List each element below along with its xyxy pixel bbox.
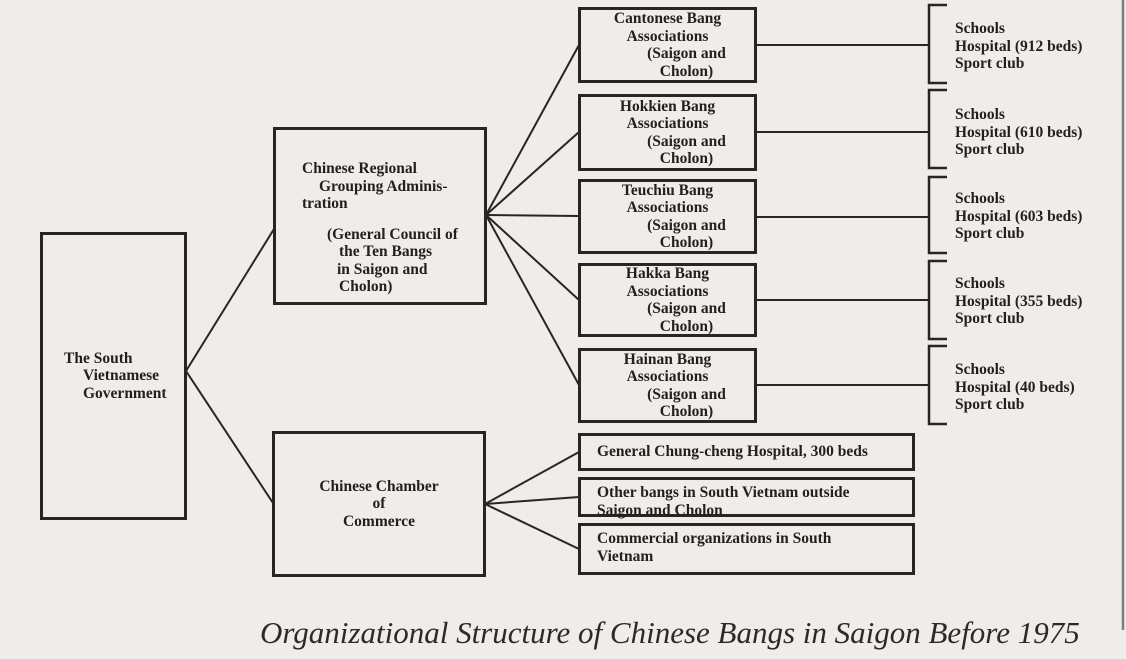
text-line: Commerce [342,512,415,530]
text-line: Other bangs in South Vietnam outside [597,484,850,501]
text-line: Commercial organizations in South [597,530,832,547]
bang-box-hokkien [578,94,757,171]
text-line: (Saigon and [647,132,726,150]
text-line: Cholon) [659,317,714,335]
commercial-organizations-box [578,523,915,575]
line-regional-to-hakka [486,215,579,300]
bang-box-cantonese [578,7,757,83]
text-line: (General Council of [327,225,458,243]
line-gov-to-regional [186,229,274,371]
bracket-icon-hainan [929,346,947,424]
text-line: Hospital (355 beds) [955,292,1083,310]
text-line: Cholon) [659,150,714,167]
text-line: Associations [626,199,709,216]
line-chamber-to-hospital [485,452,579,504]
government-box [40,232,187,520]
chart-caption: Organizational Structure of Chinese Bangs in Saigon Before 1975 [260,615,1080,650]
bang-box-hakka [578,263,757,337]
text-line: Cantonese Bang [613,10,722,27]
text-line: (Saigon and [647,45,726,62]
text-line: Chinese Chamber [319,477,439,495]
text-line: Associations [626,115,709,132]
text-line: tration [302,195,348,212]
text-line: Schools [955,106,1005,123]
text-line: Hospital (610 beds) [955,123,1083,141]
service-list-cantonese [955,20,1126,73]
text-line: Hokkien Bang [619,97,716,115]
text-line: Hakka Bang [625,265,710,282]
text-line: (Saigon and [647,300,726,317]
service-list-teuchiu [955,190,1126,243]
text-line: Saigon and Cholon [597,501,723,519]
text-line: Schools [955,20,1005,37]
bang-box-hainan [578,348,757,423]
chung-cheng-hospital-box [578,433,915,471]
text-line: Teuchiu Bang [621,181,714,199]
text-line: the Ten Bangs [339,243,433,260]
text-line: Sport club [955,225,1025,242]
text-line: Sport club [955,310,1025,327]
line-regional-to-teuchiu [486,215,579,216]
text-line: Government [83,384,167,402]
text-line: General Chung-cheng Hospital, 300 beds [597,443,868,461]
text-line: Associations [626,27,709,45]
text-line: Sport club [955,141,1025,158]
text-line: in Saigon and [337,260,428,278]
bracket-icon-hokkien [929,90,947,168]
text-line: Associations [626,368,709,385]
text-line: Cholon) [659,234,714,251]
service-list-hainan [955,361,1126,414]
line-gov-to-chamber [186,371,273,503]
service-list-hakka [955,275,1126,328]
text-line: Hospital (40 beds) [955,378,1075,396]
text-line: Chinese Regional [302,160,417,177]
bang-box-teuchiu [578,179,757,254]
line-chamber-to-otherbangs [485,497,579,504]
bracket-icon-teuchiu [929,177,947,253]
text-line: Hospital (603 beds) [955,207,1083,225]
text-line: Grouping Adminis- [319,177,448,195]
text-line: Hospital (912 beds) [955,37,1083,55]
chamber-box [272,431,486,577]
text-line: Schools [955,275,1005,292]
service-list-hokkien [955,106,1126,159]
regional-admin-box [273,127,487,305]
bracket-icon-hakka [929,261,947,339]
text-line: of [372,495,386,513]
bracket-icon-cantonese [929,5,947,83]
line-regional-to-cantonese [486,45,579,215]
line-chamber-to-commercial [485,504,579,549]
text-line: Sport club [955,396,1025,413]
text-line: Associations [626,282,709,300]
text-line: Cholon) [339,278,393,295]
text-line: Vietnamese [83,367,160,385]
text-line: Cholon) [659,62,714,80]
text-line: The South [64,349,133,367]
other-bangs-box [578,477,915,517]
text-line: (Saigon and [647,216,726,234]
text-line: (Saigon and [647,385,726,403]
line-regional-to-hokkien [486,132,579,215]
text-line: Vietnam [597,547,654,565]
text-line: Hainan Bang [623,350,712,368]
text-line: Sport club [955,55,1025,72]
text-line: Schools [955,190,1005,207]
line-regional-to-hainan [486,215,579,385]
text-line: Schools [955,361,1005,378]
text-line: Cholon) [659,403,714,420]
